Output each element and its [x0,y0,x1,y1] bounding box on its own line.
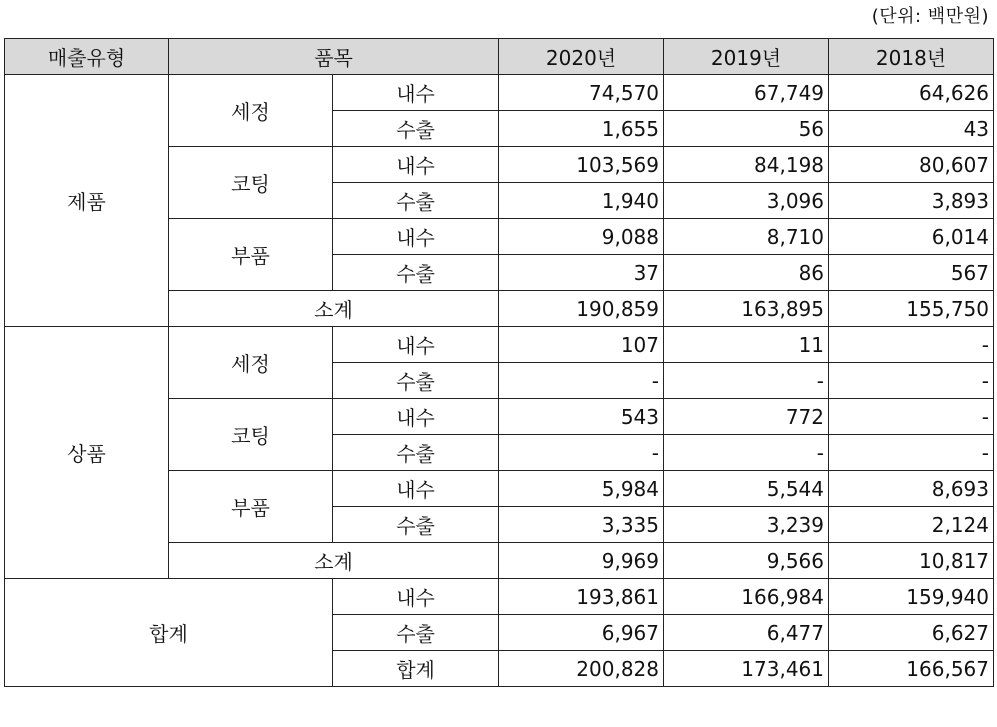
total-value-2019-cell: 173,461 [664,651,829,687]
item-name-cell: 부품 [169,471,333,543]
value-2020-cell: 74,570 [499,75,664,111]
header-row [5,39,994,75]
table-row [5,75,994,111]
item-name-cell: 코팅 [169,399,333,471]
value-2018-cell: 80,607 [829,147,994,183]
unit-label: (단위: 백만원) [871,6,989,27]
market-kind-cell: 수출 [333,507,499,543]
value-2020-cell: 37 [499,255,664,291]
market-kind-cell: 내수 [333,219,499,255]
value-2018-cell: - [829,327,994,363]
total-label-cell: 합계 [5,579,333,687]
value-2018-cell: 2,124 [829,507,994,543]
value-2018-cell: - [829,399,994,435]
table-body [5,75,994,687]
value-2019-cell: 84,198 [664,147,829,183]
value-2020-cell: 9,088 [499,219,664,255]
item-name-cell: 부품 [169,219,333,291]
total-value-2018-cell: 166,567 [829,651,994,687]
header-item: 품목 [169,39,499,75]
total-value-2020-cell: 6,967 [499,615,664,651]
total-row [5,579,994,615]
value-2020-cell: 1,655 [499,111,664,147]
market-kind-cell: 수출 [333,615,499,651]
market-kind-cell: 수출 [333,111,499,147]
total-value-2018-cell: 159,940 [829,579,994,615]
value-2020-cell: - [499,435,664,471]
total-value-2020-cell: 193,861 [499,579,664,615]
item-name-cell: 세정 [169,75,333,147]
value-2018-cell: 567 [829,255,994,291]
value-2019-cell: 56 [664,111,829,147]
value-2019-cell: 3,096 [664,183,829,219]
value-2020-cell: 1,940 [499,183,664,219]
subtotal-value-2019-cell: 9,566 [664,543,829,579]
total-value-2019-cell: 166,984 [664,579,829,615]
header-year-2020: 2020년 [499,39,664,75]
subtotal-value-2020-cell: 9,969 [499,543,664,579]
total-value-2020-cell: 200,828 [499,651,664,687]
market-kind-cell: 내수 [333,399,499,435]
value-2018-cell: 6,014 [829,219,994,255]
market-kind-cell: 합계 [333,651,499,687]
market-kind-cell: 내수 [333,471,499,507]
sales-table [4,38,994,687]
market-kind-cell: 수출 [333,183,499,219]
value-2019-cell: 11 [664,327,829,363]
value-2018-cell: - [829,363,994,399]
value-2019-cell: 5,544 [664,471,829,507]
market-kind-cell: 내수 [333,327,499,363]
market-kind-cell: 내수 [333,147,499,183]
header-year-2019: 2019년 [664,39,829,75]
value-2018-cell: 64,626 [829,75,994,111]
market-kind-cell: 내수 [333,579,499,615]
subtotal-value-2019-cell: 163,895 [664,291,829,327]
value-2020-cell: 103,569 [499,147,664,183]
value-2018-cell: 3,893 [829,183,994,219]
total-value-2018-cell: 6,627 [829,615,994,651]
value-2019-cell: - [664,435,829,471]
value-2019-cell: 3,239 [664,507,829,543]
sales-type-cell: 제품 [5,75,169,327]
value-2020-cell: 5,984 [499,471,664,507]
value-2018-cell: 43 [829,111,994,147]
value-2020-cell: - [499,363,664,399]
header-year-2018: 2018년 [829,39,994,75]
value-2019-cell: 86 [664,255,829,291]
value-2018-cell: 8,693 [829,471,994,507]
value-2019-cell: 8,710 [664,219,829,255]
market-kind-cell: 수출 [333,255,499,291]
header-sales-type: 매출유형 [5,39,169,75]
subtotal-value-2018-cell: 155,750 [829,291,994,327]
market-kind-cell: 내수 [333,75,499,111]
total-value-2019-cell: 6,477 [664,615,829,651]
value-2020-cell: 3,335 [499,507,664,543]
subtotal-value-2020-cell: 190,859 [499,291,664,327]
subtotal-label-cell: 소계 [169,291,499,327]
value-2018-cell: - [829,435,994,471]
value-2020-cell: 543 [499,399,664,435]
item-name-cell: 세정 [169,327,333,399]
market-kind-cell: 수출 [333,363,499,399]
subtotal-value-2018-cell: 10,817 [829,543,994,579]
value-2019-cell: 67,749 [664,75,829,111]
value-2020-cell: 107 [499,327,664,363]
sales-type-cell: 상품 [5,327,169,579]
subtotal-label-cell: 소계 [169,543,499,579]
value-2019-cell: - [664,363,829,399]
value-2019-cell: 772 [664,399,829,435]
item-name-cell: 코팅 [169,147,333,219]
table-row [5,327,994,363]
market-kind-cell: 수출 [333,435,499,471]
